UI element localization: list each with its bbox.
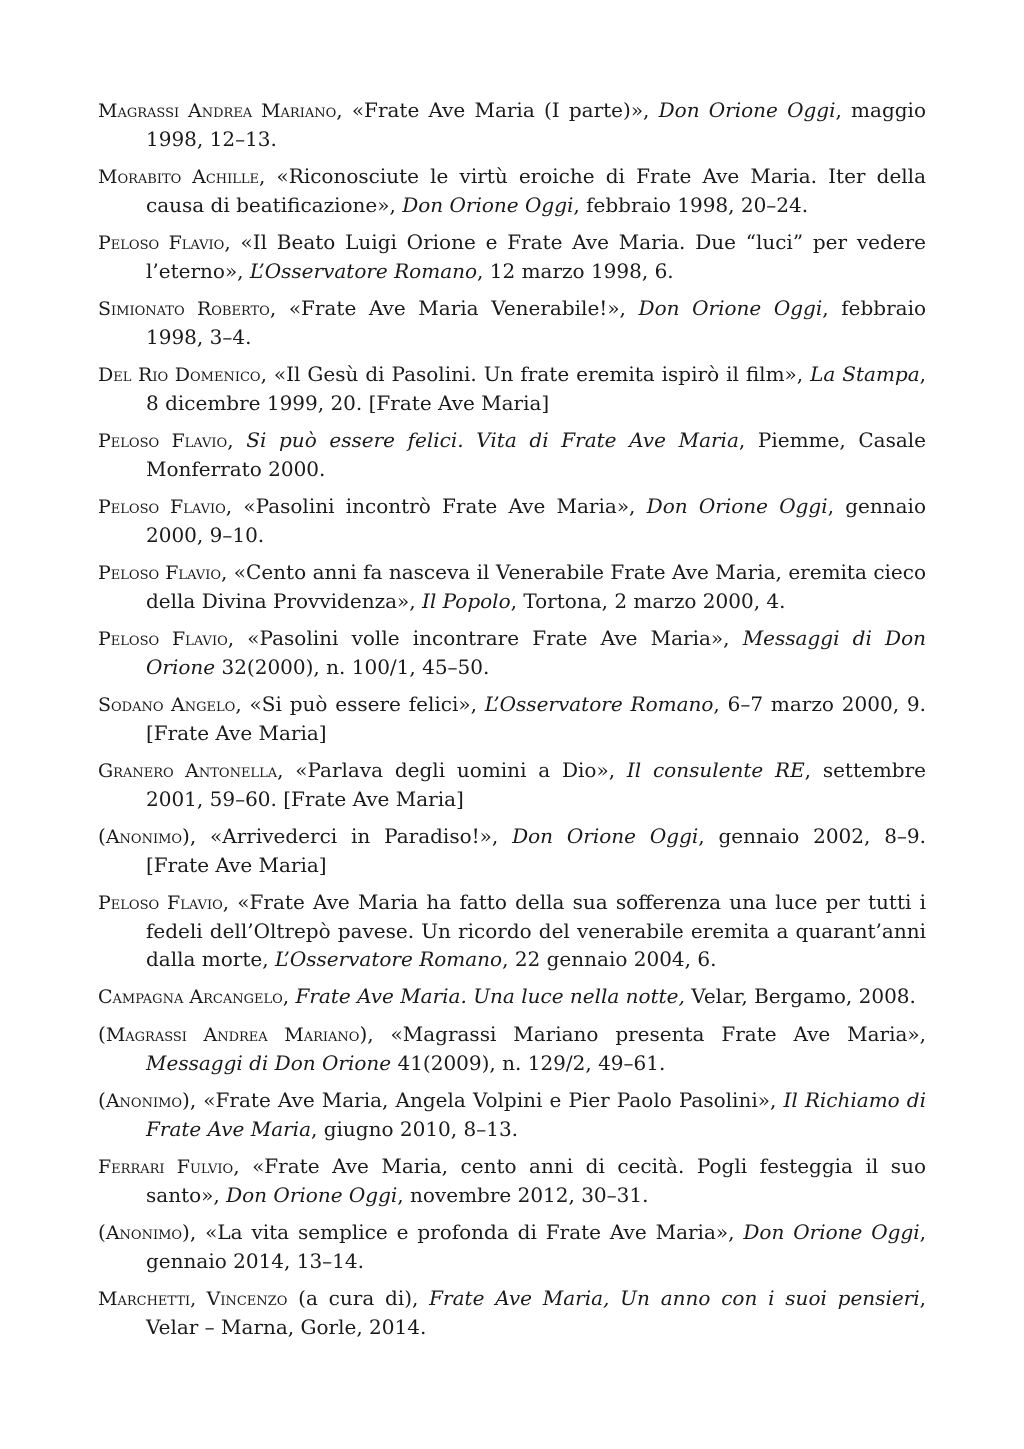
entry-text: , Tortona, 2 marzo 2000, 4. xyxy=(510,589,786,613)
entry-text: , «Pasolini incontrò Frate Ave Maria», xyxy=(225,494,647,518)
entry-text: , «Il Gesù di Pasolini. Un frate eremita ispirò il film», xyxy=(260,362,811,386)
entry-text: , 6–7 marzo 2000, 9. [Frate Ave Maria] xyxy=(146,692,926,745)
entry-text: , «Si può essere felici», xyxy=(235,692,485,716)
entry-text: ), «Frate Ave Maria, Angela Volpini e Pier Paolo Pasolini», xyxy=(182,1088,784,1112)
entry-text: , «Pasolini volle incontrare Frate Ave Maria», xyxy=(227,626,743,650)
entry-title-italic: Il Richiamo di Frate Ave Maria xyxy=(146,1088,927,1141)
entry-text: (a cura di), xyxy=(287,1286,430,1310)
bibliography-entry xyxy=(98,96,926,153)
bibliography-entry xyxy=(98,690,926,747)
entry-text: 41(2009), n. 129/2, 49–61. xyxy=(391,1051,666,1075)
bibliography-entry xyxy=(98,426,926,483)
entry-text: Velar, Bergamo, 2008. xyxy=(684,984,916,1008)
entry-author: Peloso Flavio xyxy=(98,628,228,650)
entry-title-italic: Don Orione Oggi xyxy=(226,1183,398,1207)
entry-title-italic: Frate Ave Maria, Un anno con i suoi pensieri xyxy=(429,1286,920,1310)
entry-text: , «Parlava degli uomini a Dio», xyxy=(277,758,627,782)
entry-title-italic: Messaggi di Don Orione xyxy=(146,1051,392,1075)
bibliography-entry xyxy=(98,360,926,417)
bibliography-entry xyxy=(98,1086,926,1143)
entry-text: , giugno 2010, 8–13. xyxy=(311,1117,519,1141)
entry-author: Del Rio Domenico xyxy=(98,364,261,386)
entry-title-italic: Don Orione Oggi xyxy=(638,296,823,320)
bibliography-entry xyxy=(98,1218,926,1275)
bibliography-entry xyxy=(98,756,926,813)
entry-text: , Piemme, Casale Monferrato 2000. xyxy=(146,428,927,481)
entry-text: , «Riconosciute le virtù eroiche di Frate Ave Maria. Iter della causa di beatificazione», xyxy=(146,164,926,217)
entry-text: ( xyxy=(98,1022,106,1046)
bibliography-page xyxy=(98,96,926,1350)
entry-author: Peloso Flavio xyxy=(98,892,223,914)
bibliography-entry xyxy=(98,492,926,549)
entry-title-italic: Don Orione Oggi xyxy=(658,98,836,122)
entry-title-italic: Don Orione Oggi xyxy=(743,1220,920,1244)
entry-text: , «Frate Ave Maria ha fatto della sua sofferenza una luce per tutti i fedeli dell’Oltrepò pavese. Un ricordo del venerabile eremita a quarant’anni dalla morte, xyxy=(146,890,926,971)
entry-text: , 12 marzo 1998, 6. xyxy=(477,259,674,283)
entry-text: ( xyxy=(98,1088,106,1112)
entry-text: , 8 dicembre 1999, 20. [Frate Ave Maria] xyxy=(146,362,927,415)
bibliography-entry xyxy=(98,558,926,615)
entry-text: , novembre 2012, 30–31. xyxy=(397,1183,649,1207)
entry-text: ), «Magrassi Mariano presenta Frate Ave Maria», xyxy=(359,1022,926,1046)
entry-title-italic: Don Orione Oggi xyxy=(512,824,699,848)
entry-text: , «Il Beato Luigi Orione e Frate Ave Maria. Due “luci” per vedere l’eterno», xyxy=(146,230,927,283)
entry-title-italic: La Stampa xyxy=(810,362,920,386)
bibliography-entry xyxy=(98,294,926,351)
entry-text: , «Frate Ave Maria (I parte)», xyxy=(336,98,659,122)
entry-text: , gennaio 2002, 8–9. [Frate Ave Maria] xyxy=(146,824,926,877)
entry-text: ), «Arrivederci in Paradiso!», xyxy=(182,824,513,848)
entry-text: ( xyxy=(98,824,106,848)
bibliography-list xyxy=(98,96,926,1341)
entry-title-italic: Si può essere felici. Vita di Frate Ave Maria xyxy=(246,428,739,452)
bibliography-entry xyxy=(98,888,926,973)
entry-author: Anonimo xyxy=(105,1090,183,1112)
entry-text: , 22 gennaio 2004, 6. xyxy=(502,947,717,971)
bibliography-entry xyxy=(98,1152,926,1209)
entry-title-italic: Il Popolo xyxy=(422,589,511,613)
entry-text: , febbraio 1998, 20–24. xyxy=(573,193,809,217)
bibliography-entry xyxy=(98,624,926,681)
bibliography-entry xyxy=(98,228,926,285)
entry-title-italic: L’Osservatore Romano xyxy=(249,259,478,283)
entry-author: Peloso Flavio xyxy=(98,430,228,452)
entry-text: 32(2000), n. 100/1, 45–50. xyxy=(215,655,490,679)
bibliography-entry xyxy=(98,982,926,1011)
entry-title-italic: Frate Ave Maria. Una luce nella notte, xyxy=(295,984,685,1008)
entry-author: Anonimo xyxy=(105,826,183,848)
entry-text: , «Cento anni fa nasceva il Venerabile Frate Ave Maria, eremita cieco della Divina Provvidenza», xyxy=(146,560,927,613)
entry-author: Simionato Roberto xyxy=(98,298,270,320)
entry-title-italic: Don Orione Oggi xyxy=(402,193,574,217)
entry-author: Sodano Angelo xyxy=(98,694,236,716)
entry-author: Anonimo xyxy=(105,1222,183,1244)
entry-text: , gennaio 2014, 13–14. xyxy=(146,1220,926,1273)
entry-author: Peloso Flavio xyxy=(98,232,225,254)
entry-text: , xyxy=(227,428,247,452)
entry-author: Peloso Flavio xyxy=(98,496,226,518)
entry-author: Peloso Flavio xyxy=(98,562,221,584)
entry-text: , xyxy=(282,984,296,1008)
entry-author: Ferrari Fulvio xyxy=(98,1156,234,1178)
bibliography-entry xyxy=(98,822,926,879)
entry-text: , febbraio 1998, 3–4. xyxy=(146,296,927,349)
bibliography-entry xyxy=(98,1284,926,1341)
entry-title-italic: L’Osservatore Romano xyxy=(484,692,714,716)
entry-author: Morabito Achille xyxy=(98,166,260,188)
entry-text: ( xyxy=(98,1220,106,1244)
entry-text: , Velar – Marna, Gorle, 2014. xyxy=(146,1286,926,1339)
entry-author: Granero Antonella xyxy=(98,760,278,782)
entry-text: , «Frate Ave Maria Venerabile!», xyxy=(269,296,639,320)
entry-author: Magrassi Andrea Mariano xyxy=(98,100,337,122)
entry-text: , gennaio 2000, 9–10. xyxy=(146,494,926,547)
entry-text: , maggio 1998, 12–13. xyxy=(146,98,926,151)
entry-title-italic: Il consulente RE xyxy=(626,758,805,782)
bibliography-entry xyxy=(98,1020,926,1077)
entry-text: , «Frate Ave Maria, cento anni di cecità. Pogli festeggia il suo santo», xyxy=(146,1154,926,1207)
entry-title-italic: L’Osservatore Romano xyxy=(274,947,503,971)
entry-author: Marchetti, Vincenzo xyxy=(98,1288,288,1310)
entry-text: , settembre 2001, 59–60. [Frate Ave Maria] xyxy=(146,758,927,811)
entry-title-italic: Don Orione Oggi xyxy=(646,494,828,518)
entry-text: ), «La vita semplice e profonda di Frate Ave Maria», xyxy=(182,1220,744,1244)
entry-title-italic: Messaggi di Don Orione xyxy=(146,626,927,679)
entry-author: Campagna Arcangelo xyxy=(98,986,283,1008)
entry-author: Magrassi Andrea Mariano xyxy=(105,1024,360,1046)
bibliography-entry xyxy=(98,162,926,219)
